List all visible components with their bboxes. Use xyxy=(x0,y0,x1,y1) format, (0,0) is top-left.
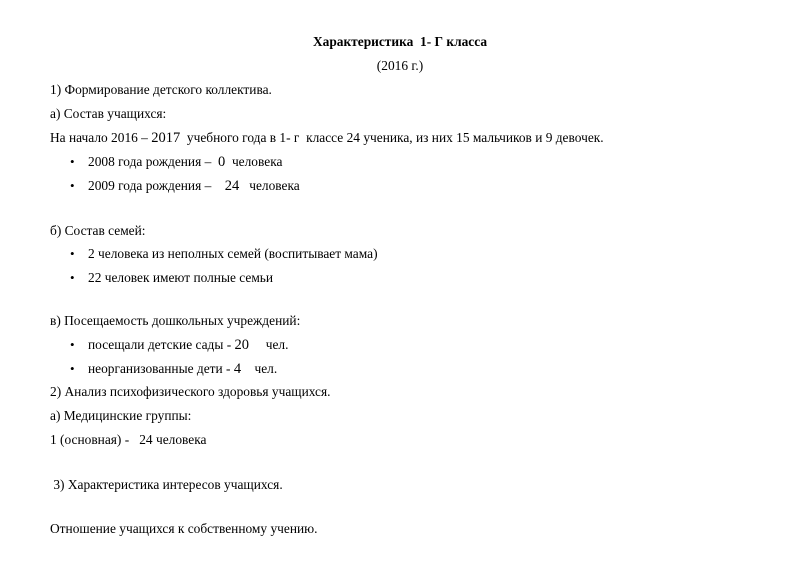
list-item-preschool xyxy=(70,337,288,353)
list-item-family xyxy=(70,246,378,262)
section-3-heading: 3) Характеристика интересов учащихся. xyxy=(50,477,283,492)
list-item-preschool xyxy=(70,361,277,377)
composition-paragraph xyxy=(50,130,604,146)
preschool-unit: чел. xyxy=(241,361,278,376)
bullet-icon: • xyxy=(70,337,75,352)
composition-text-part1: На начало 2016 – xyxy=(50,130,152,145)
section-1-heading: 1) Формирование детского коллектива. xyxy=(50,82,272,97)
preschool-label: неорганизованные дети - xyxy=(88,361,234,376)
preschool-value: 4 xyxy=(233,361,242,377)
subsection-b-heading: б) Состав семей: xyxy=(50,223,146,238)
family-text: 22 человек имеют полные семьи xyxy=(88,270,274,285)
section-2-heading: 2) Анализ психофизического здоровья учащихся. xyxy=(50,384,331,399)
bullet-icon: • xyxy=(70,361,75,376)
birth-year-label: 2008 года рождения – xyxy=(88,154,218,169)
subsection-v-heading: в) Посещаемость дошкольных учреждений: xyxy=(50,313,301,328)
birth-year-unit: человека xyxy=(225,154,283,169)
preschool-unit: чел. xyxy=(249,337,289,352)
birth-year-value: 24 xyxy=(224,178,240,194)
subsection-a-heading: а) Состав учащихся: xyxy=(50,106,167,121)
list-item-family xyxy=(70,270,273,286)
composition-year: 2017 xyxy=(151,130,181,146)
list-item-birth-year xyxy=(70,154,282,170)
birth-year-unit: человека xyxy=(239,178,300,193)
preschool-value: 20 xyxy=(234,337,250,353)
bullet-icon: • xyxy=(70,178,75,193)
medical-group-text: 1 (основная) - 24 человека xyxy=(50,432,207,447)
bullet-icon: • xyxy=(70,270,75,285)
subsection-a2-heading: а) Медицинские группы: xyxy=(50,408,192,423)
document-subtitle: (2016 г.) xyxy=(376,58,424,73)
birth-year-value: 0 xyxy=(218,154,226,170)
list-item-birth-year xyxy=(70,178,300,194)
birth-year-label: 2009 года рождения – xyxy=(88,178,225,193)
preschool-label: посещали детские сады - xyxy=(88,337,235,352)
composition-text-part2: учебного года в 1- г классе 24 ученика, из них 15 мальчиков и 9 девочек. xyxy=(180,130,604,145)
family-text: 2 человека из неполных семей (воспитывает мама) xyxy=(88,246,378,261)
attitude-heading: Отношение учащихся к собственному учению. xyxy=(50,521,318,536)
document-title: Характеристика 1- Г класса xyxy=(312,34,488,49)
bullet-icon: • xyxy=(70,246,75,261)
bullet-icon: • xyxy=(70,154,75,169)
